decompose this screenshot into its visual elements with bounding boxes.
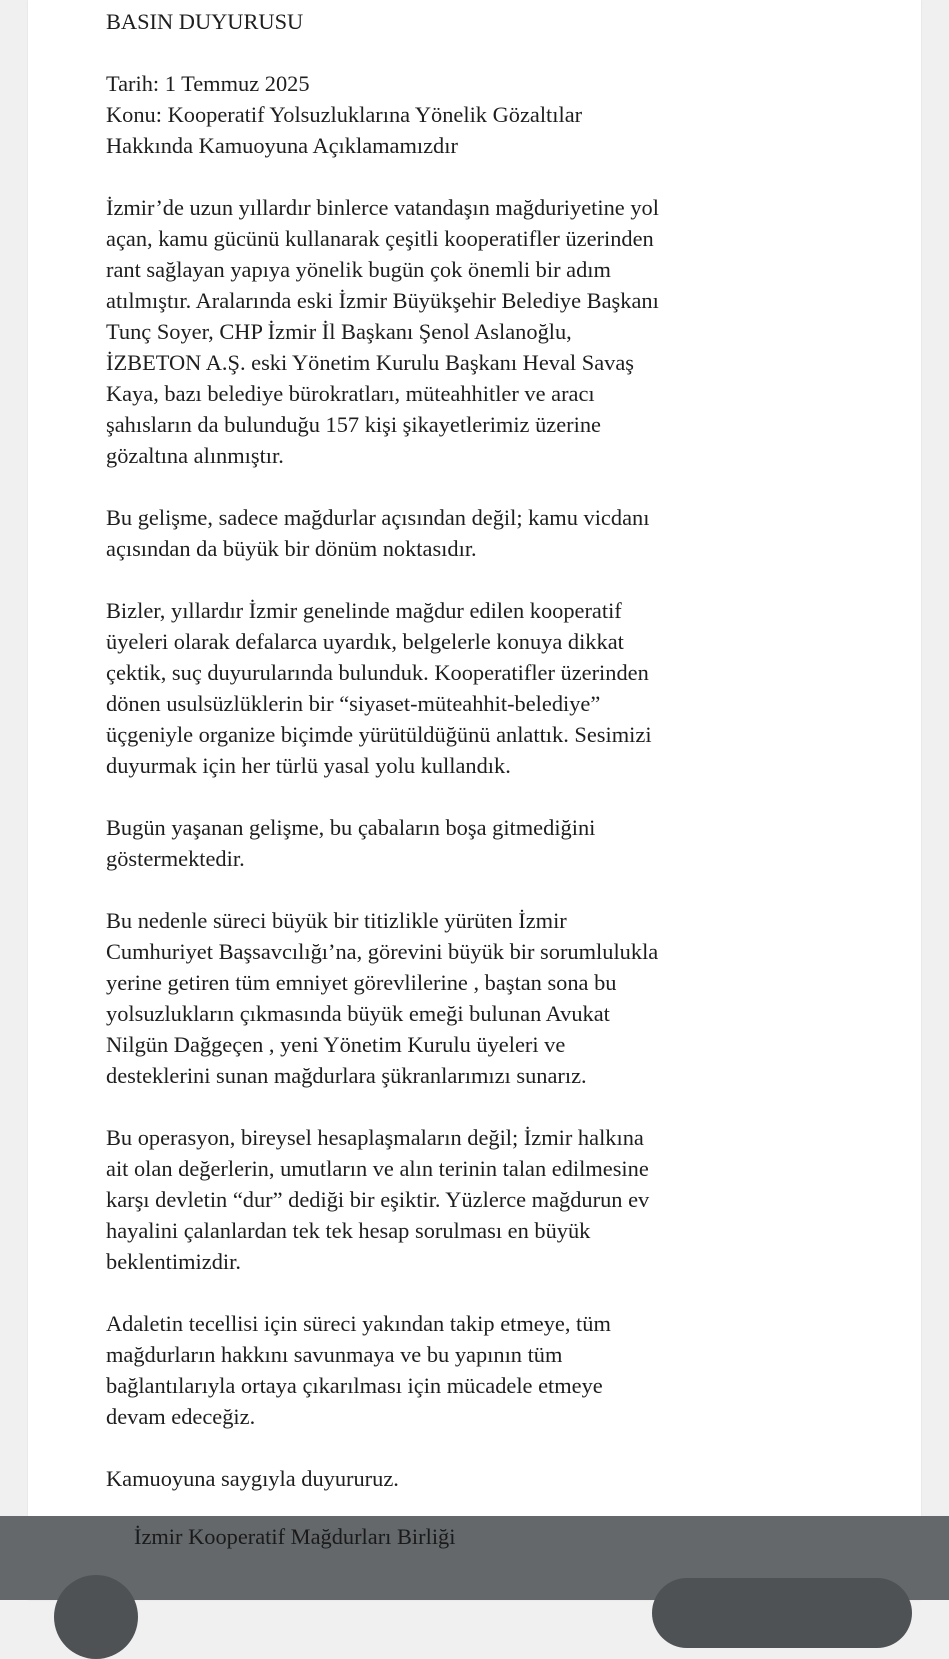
overlay-pill-button[interactable] xyxy=(652,1578,912,1648)
paragraph-commitment: Adaletin tecellisi için süreci yakından takip etmeye, tüm mağdurların hakkını savunmaya ve bu yapının tüm bağlantılarıyla ortaya çıkarılması için mücadele etmeye devam edeceğiz. xyxy=(106,1311,611,1429)
overlay-round-button[interactable] xyxy=(54,1575,138,1659)
paragraph-detentions: İzmir’de uzun yıllardır binlerce vatandaşın mağduriyetine yol açan, kamu gücünü kullanarak çeşitli kooperatifler üzerinden rant sağlayan yapıya yönelik bugün çok önemli bir adım atılmıştır. Aralarında eski İzmir Büyükşehir Belediye Başkanı Tunç Soyer, CHP İzmir İl Başkanı Şenol Aslanoğlu, İZBETON A.Ş. eski Yönetim Kurulu Başkanı Heval Savaş Kaya, bazı belediye bürokratları, müteahhitler ve aracı şahısların da bulunduğu 157 kişi şikayetlerimiz üzerine gözaltına alınmıştır. xyxy=(106,195,659,468)
paragraph-efforts: Bugün yaşanan gelişme, bu çabaların boşa gitmediğini göstermektedir. xyxy=(106,815,596,871)
paragraph-operation: Bu operasyon, bireysel hesaplaşmaların değil; İzmir halkına ait olan değerlerin, umutların ve alın terinin talan edilmesine karşı devletin “dur” dediği bir eşiktir. Yüzlerce mağdurun ev hayalini çalanlardan tek tek hesap sorulması en büyük beklentimizdir. xyxy=(106,1125,650,1274)
paragraph-turning-point: Bu gelişme, sadece mağdurlar açısından değil; kamu vicdanı açısından da büyük bir dönüm noktasıdır. xyxy=(106,505,650,561)
subject-line: Konu: Kooperatif Yolsuzluklarına Yönelik Gözaltılar xyxy=(106,102,583,127)
signature-line: İzmir Kooperatif Mağdurları Birliği xyxy=(134,1524,456,1549)
subject-line-continued: Hakkında Kamuoyuna Açıklamamızdır xyxy=(106,133,458,158)
document-body xyxy=(106,6,806,1525)
date-line: Tarih: 1 Temmuz 2025 xyxy=(106,71,310,96)
paragraph-warnings: Bizler, yıllardır İzmir genelinde mağdur edilen kooperatif üyeleri olarak defalarca uyardık, belgelerle konuya dikkat çektik, suç duyurularında bulunduk. Kooperatifler üzerinden dönen usulsüzlüklerin bir “siyaset-müteahhit-belediye” üçgeniyle organize biçimde yürütüldüğünü anlattık. Sesimizi duyurmak için her türlü yasal yolu kullandık. xyxy=(106,598,652,778)
closing-line: Kamuoyuna saygıyla duyururuz. xyxy=(106,1466,399,1491)
document-heading: BASIN DUYURUSU xyxy=(106,9,304,34)
paragraph-gratitude: Bu nedenle süreci büyük bir titizlikle yürüten İzmir Cumhuriyet Başsavcılığı’na, görevini büyük bir sorumlulukla yerine getiren tüm emniyet görevlilerine , baştan sona bu yolsuzlukların çıkmasında büyük emeği bulunan Avukat Nilgün Dağgeçen , yeni Yönetim Kurulu üyeleri ve desteklerini sunan mağdurlara şükranlarımızı sunarız. xyxy=(106,908,659,1088)
